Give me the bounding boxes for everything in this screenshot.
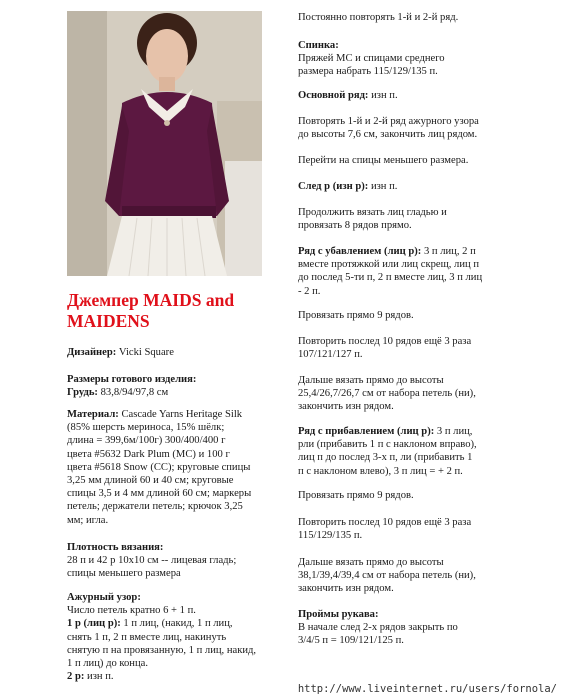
paragraph-line: закончить изн рядом. — [298, 583, 394, 595]
chest-value: 83,8/94/97,8 см — [97, 387, 169, 399]
row1-line: 1 п лиц) до конца. — [67, 658, 148, 670]
pattern-title — [67, 290, 277, 332]
paragraph — [298, 309, 414, 322]
openwork-heading: Ажурный узор: — [67, 592, 141, 603]
paragraph-line: провязать 8 рядов прямо. — [298, 220, 412, 232]
increase-row-line: п с наклоном влево), 3 п лиц = + 2 п. — [298, 465, 463, 477]
source-url[interactable]: http://www.liveinternet.ru/users/fornola/ — [297, 683, 557, 695]
paragraph-line: закончить изн рядом. — [298, 401, 394, 413]
decrease-row-section — [298, 245, 482, 298]
paragraph — [298, 374, 476, 414]
paragraph-line: Повторять 1-й и 2-й ряд ажурного узора — [298, 116, 479, 127]
main-row-label: Основной ряд: — [298, 90, 369, 101]
paragraph-line: до высоты 7,6 см, закончить лиц рядом. — [298, 129, 478, 141]
designer-value: Vicki Square — [116, 347, 174, 358]
material-line: (85% шерсть мериноса, 15% шёлк; — [67, 422, 225, 434]
back-line: Пряжей МС и спицами среднего — [298, 53, 445, 65]
paragraph-line: 25,4/26,7/26,7 см от набора петель (ни), — [298, 388, 476, 400]
decrease-row-label: Ряд с убавлением (лиц р): — [298, 246, 422, 257]
garment-photo — [67, 11, 262, 276]
increase-row-line: лиц п до послед 3-х п, ли (прибавить 1 — [298, 452, 473, 464]
next-row-value: изн п. — [368, 181, 398, 192]
armholes-section — [298, 608, 458, 648]
paragraph-line: 107/121/127 п. — [298, 349, 363, 361]
paragraph-line: Провязать прямо 9 рядов. — [298, 490, 414, 501]
openwork-section — [67, 591, 256, 683]
material-line: петель; держатели петель; крючок 3,25 — [67, 501, 243, 513]
decrease-row-line: 3 п лиц, 2 п — [421, 246, 476, 257]
row1-label: 1 р (лиц р): — [67, 618, 121, 630]
paragraph — [298, 556, 476, 596]
paragraph-line: 38,1/39,4/39,4 см от набора петель (ни), — [298, 570, 476, 582]
back-heading: Спинка: — [298, 40, 339, 51]
paragraph-line: 115/129/135 п. — [298, 530, 363, 542]
density-section — [67, 541, 236, 581]
paragraph-line: Провязать прямо 9 рядов. — [298, 310, 414, 321]
material-line: мм; игла. — [67, 514, 109, 526]
material-line: Cascade Yarns Heritage Silk — [118, 409, 243, 420]
decrease-row-line: вместе протяжкой или лиц скрещ, лиц п — [298, 259, 479, 271]
armholes-line: В начале след 2-х рядов закрыть по — [298, 622, 458, 634]
material-line: длина = 399,6м/100г) 300/400/400 г — [67, 435, 226, 447]
main-row-value: изн п. — [368, 90, 398, 101]
material-label: Материал: — [67, 409, 119, 420]
designer-line — [67, 346, 174, 359]
repeat-text: Постоянно повторять 1-й и 2-й ряд. — [298, 12, 459, 23]
paragraph-line: Продолжить вязать лиц гладью и — [298, 207, 447, 218]
decrease-row-line: - 2 п. — [298, 285, 321, 297]
sizes-heading: Размеры готового изделия: — [67, 374, 197, 385]
repeat-note — [298, 11, 458, 24]
paragraph — [298, 335, 471, 361]
armholes-heading: Проймы рукава: — [298, 609, 379, 620]
density-heading: Плотность вязания: — [67, 542, 164, 553]
density-line: спицы меньшего размера — [67, 568, 181, 580]
title-line: MAIDENS — [67, 311, 150, 331]
material-line: цвета #5632 Dark Plum (MC) и 100 г — [67, 448, 230, 460]
back-line: размера набрать 115/129/135 п. — [298, 66, 438, 78]
back-section — [298, 39, 445, 79]
paragraph — [298, 516, 471, 542]
armholes-line: 3/4/5 п = 109/121/125 п. — [298, 635, 404, 647]
paragraph — [298, 489, 414, 502]
material-line: спицы 3,5 и 4 мм длиной 60 см; маркеры — [67, 488, 252, 500]
paragraph — [298, 206, 447, 232]
chest-label: Грудь: — [67, 387, 98, 399]
paragraph-line: Повторить послед 10 рядов ещё 3 раза — [298, 517, 472, 528]
row1-line: снятую п на провязанную, 1 п лиц, накид, — [67, 644, 257, 656]
sizes-section — [67, 373, 196, 399]
increase-row-line: 3 п лиц, — [434, 426, 473, 437]
increase-row-line: рли (прибавить 1 п с наклоном вправо), — [298, 439, 477, 451]
model-image — [67, 11, 262, 276]
next-row-line — [298, 180, 397, 193]
density-line: 28 п и 42 р 10х10 см -- лицевая гладь; — [67, 555, 237, 567]
row1-line: снять 1 п, 2 п вместе лиц, накинуть — [67, 631, 227, 643]
next-row-label: След р (изн р): — [298, 181, 369, 192]
paragraph-line: Перейти на спицы меньшего размера. — [298, 155, 469, 166]
paragraph — [298, 154, 468, 167]
material-line: 3,25 мм длиной 60 и 40 см; круговые — [67, 475, 234, 487]
paragraph-line: Дальше вязать прямо до высоты — [298, 557, 444, 568]
increase-row-label: Ряд с прибавлением (лиц р): — [298, 426, 435, 437]
paragraph-line: Дальше вязать прямо до высоты — [298, 375, 444, 386]
designer-label: Дизайнер: — [67, 347, 117, 358]
material-line: цвета #5618 Snow (CC); круговые спицы — [67, 461, 251, 473]
row2-label: 2 р: — [67, 671, 85, 683]
paragraph-line: Повторить послед 10 рядов ещё 3 раза — [298, 336, 472, 347]
stitch-count: Число петель кратно 6 + 1 п. — [67, 605, 196, 617]
row1-line: 1 п лиц, (накид, 1 п лиц, — [120, 618, 233, 630]
material-section — [67, 408, 251, 527]
title-line: Джемпер MAIDS and — [67, 290, 235, 310]
paragraph — [298, 115, 479, 141]
main-row-line — [298, 89, 398, 102]
increase-row-section — [298, 425, 477, 478]
row2-value: изн п. — [84, 671, 114, 683]
decrease-row-line: до послед 5-ти п, 2 п вместе лиц, 3 п лиц — [298, 272, 483, 284]
